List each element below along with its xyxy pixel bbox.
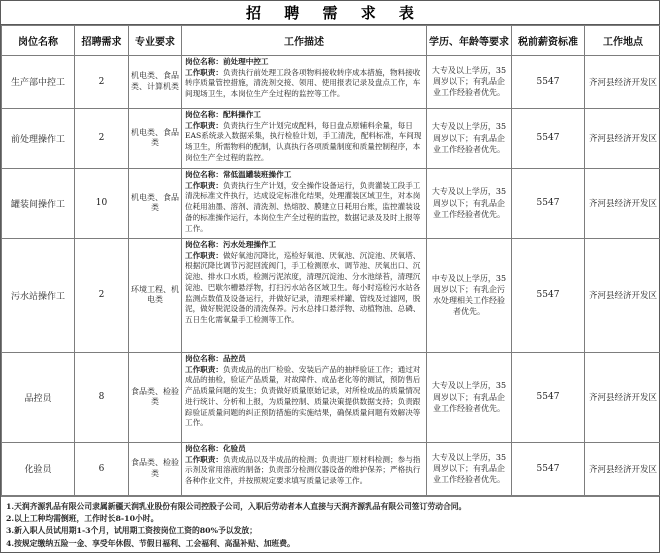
job-title-label: 岗位名称： [185, 443, 223, 453]
job-description-cell [182, 352, 427, 442]
position-cell [2, 55, 75, 108]
duty-line [185, 365, 423, 430]
position-cell [2, 238, 75, 352]
job-description-cell [182, 238, 427, 352]
duty-label: 工作职责： [185, 454, 223, 464]
duty-text: 负责执行前处理工段各项物料接收转序成本措施，物料接收转序质量管控措施，清洗剂交接、领用、使用报表记录及盘点工作，车间现场卫生，本岗位生产全过程的监控等工作。 [185, 67, 421, 99]
position-text: 生产部中控工 [10, 78, 65, 89]
footer-note-line: 2.以上工种均需倒班，工作时长8-10小时。 [6, 514, 159, 524]
headcount-cell [75, 108, 129, 168]
duty-text: 负责执行生产计划，安全操作设备运行，负责灌装工段手工清洗标准文件执行，达成设定标准化结果，处理灌装区域卫生，对本岗位耗用油墨、溶剂、清洗剂、热熔胶、膜建立日耗用台账，监控灌装设备的标准操作运行，本岗位生产全过程的监控，数据记录及及时上报等工作。 [185, 180, 421, 233]
headcount-text: 10 [95, 198, 108, 209]
salary-cell [512, 168, 585, 238]
footer-notes [1, 496, 659, 552]
location-cell [585, 55, 660, 108]
job-description-cell [182, 442, 427, 495]
job-title-label: 岗位名称： [185, 239, 223, 249]
duty-line [185, 68, 423, 100]
position-text: 化验员 [24, 465, 52, 476]
major-text: 机电类、食品类 [131, 127, 179, 148]
major-text: 食品类、检验类 [131, 386, 179, 407]
requirement-text: 大专及以上学历，35周岁以下；有乳品企业工作经验者优先。 [431, 452, 507, 485]
duty-text: 负责成品的出厂检验、安装后产品的抽样验证工作；通过对成品的抽检，验证产品质量，对故障件、成品老化等的测试，预防售后产品质量问题的发生；负责做好质量原始记录，对所检成品的质量情况进行统计、分析和上报，为质量控制、质量决策提供数据支持；负责跟踪验证质量问题的纠正预防措施的实施结果，确保质量问题有效解决等工作。 [185, 364, 421, 428]
headcount-cell [75, 55, 129, 108]
duty-label: 工作职责： [185, 364, 223, 374]
header-salary: 税前薪资标准 [512, 25, 585, 55]
location-cell [585, 168, 660, 238]
headcount-text: 8 [98, 392, 105, 403]
position-cell [2, 352, 75, 442]
major-text: 环境工程、机电类 [131, 284, 179, 305]
header-row [2, 25, 660, 55]
duty-line [185, 251, 423, 326]
job-title-text: 污水处理操作工 [222, 239, 277, 249]
salary-cell [512, 108, 585, 168]
salary-cell [512, 238, 585, 352]
location-text: 齐河县经济开发区 [588, 199, 657, 210]
duty-line [185, 121, 423, 164]
salary-cell [512, 352, 585, 442]
major-cell [129, 442, 182, 495]
major-cell [129, 168, 182, 238]
job-title-label: 岗位名称： [185, 169, 223, 179]
major-cell [129, 55, 182, 108]
job-title-line [185, 170, 423, 181]
headcount-cell [75, 238, 129, 352]
footer-note-line: 4.按规定缴纳五险一金、享受年休假、节假日福利、工会福利、高温补贴、加班费。 [6, 538, 295, 548]
job-description-cell [182, 108, 427, 168]
position-cell [2, 108, 75, 168]
location-cell [585, 352, 660, 442]
job-title-text: 化验员 [222, 443, 246, 453]
requirement-text: 大专及以上学历，35周岁以下；有乳品企业工作经验者优先。 [431, 65, 507, 98]
requirement-text: 大专及以上学历，35周岁以下；有乳品企业工作经验者优先。 [431, 187, 507, 219]
location-text: 齐河县经济开发区 [588, 291, 657, 302]
salary-text: 5547 [536, 76, 560, 87]
table-row [2, 442, 660, 495]
headcount-cell [75, 442, 129, 495]
header-headcount: 招聘需求 [75, 25, 129, 55]
location-text: 齐河县经济开发区 [588, 464, 657, 475]
location-text: 齐河县经济开发区 [588, 134, 657, 145]
position-cell [2, 442, 75, 495]
job-title-line [185, 354, 423, 365]
table-row [2, 352, 660, 442]
duty-label: 工作职责： [185, 120, 223, 130]
job-title-text: 常低温罐装班操作工 [222, 169, 292, 179]
location-cell [585, 238, 660, 352]
headcount-text: 2 [98, 290, 105, 301]
headcount-cell [75, 168, 129, 238]
location-cell [585, 108, 660, 168]
requirement-cell [427, 108, 512, 168]
header-major: 专业要求 [129, 25, 182, 55]
salary-text: 5547 [536, 463, 560, 474]
job-title-label: 岗位名称： [185, 109, 223, 119]
salary-cell [512, 55, 585, 108]
location-cell [585, 442, 660, 495]
job-title-text: 品控员 [222, 353, 246, 363]
header-location: 工作地点 [585, 25, 660, 55]
duty-label: 工作职责： [185, 180, 223, 190]
footer-note-line: 3.新入职人员试用期1-3个月，试用期工资按岗位工资的80%予以发放； [6, 526, 257, 536]
position-cell [2, 168, 75, 238]
table-row [2, 168, 660, 238]
requirement-cell [427, 442, 512, 495]
position-text: 品控员 [24, 393, 52, 404]
table-row [2, 108, 660, 168]
job-title-line [185, 110, 423, 121]
headcount-text: 6 [98, 463, 105, 474]
major-cell [129, 352, 182, 442]
job-title-text: 前处理中控工 [222, 56, 269, 66]
position-text: 污水站操作工 [10, 291, 65, 302]
requirement-cell [427, 168, 512, 238]
duty-text: 做好氧池沉降比，巡检好氧池、厌氧池、沉淀池、厌氧塔、根据沉降比调节污泥回流阀门，手工检测原水、调节池、厌氧出口、沉淀池、排水口水质，检测污泥浓度，清理沉淀池、分水池绿苔，清理沉淀池、巴歇尔槽悬浮物，打扫污水站各区域卫生。每小时巡检污水站各监测点数值及设备运行，并做好记录，清理采样罐、管线及过滤网，脱泥，做好脱泥设备的清洗保养。污水总排口悬浮物、动植物油、总磷、五日生化需氧量手工检测等工作。 [185, 250, 421, 325]
requirement-cell [427, 238, 512, 352]
headcount-text: 2 [98, 133, 105, 144]
header-position: 岗位名称 [2, 25, 75, 55]
position-text: 罐装间操作工 [10, 199, 65, 210]
job-description-cell [182, 168, 427, 238]
duty-label: 工作职责： [185, 67, 223, 77]
job-title-label: 岗位名称： [185, 56, 223, 66]
footer-note-line: 1.天润齐源乳品有限公司隶属新疆天润乳业股份有限公司控股子公司，入职后劳动者本人直接与天润齐源乳品有限公司签订劳动合同。 [6, 501, 467, 511]
requirement-text: 大专及以上学历，35周岁以下；有乳品企业工作经验者优先。 [431, 381, 507, 413]
job-title-text: 配料操作工 [222, 109, 261, 119]
job-title-line [185, 240, 423, 251]
page-title: 招 聘 需 求 表 [1, 1, 659, 25]
salary-text: 5547 [536, 290, 560, 301]
job-title-line [185, 57, 423, 68]
requirement-cell [427, 352, 512, 442]
recruitment-table [1, 25, 660, 496]
duty-label: 工作职责： [185, 250, 223, 260]
major-text: 食品类、检验类 [131, 458, 179, 478]
headcount-text: 2 [98, 76, 105, 87]
position-text: 前处理操作工 [10, 134, 65, 145]
job-description-cell [182, 55, 427, 108]
salary-cell [512, 442, 585, 495]
requirement-text: 中专及以上学历，35周岁以下；有乳企污水处理相关工作经验者优先。 [431, 273, 507, 317]
major-text: 机电类、食品类、计算机类 [131, 71, 179, 91]
salary-text: 5547 [536, 133, 560, 144]
header-description: 工作描述 [182, 25, 427, 55]
location-text: 齐河县经济开发区 [588, 77, 657, 88]
duty-line [185, 455, 423, 487]
header-requirement: 学历、年龄等要求 [427, 25, 512, 55]
salary-text: 5547 [536, 392, 560, 403]
duty-line [185, 181, 423, 235]
table-row [2, 238, 660, 352]
headcount-cell [75, 352, 129, 442]
job-title-label: 岗位名称： [185, 353, 223, 363]
job-title-line [185, 444, 423, 455]
major-cell [129, 238, 182, 352]
salary-text: 5547 [536, 198, 560, 209]
duty-text: 负责执行生产计划完成配料，每日盘点原辅料余量，每日EAS系统录入数据采集，执行检验计划，手工清洗，配料标准，车间现场卫生，所需物料的配制，认真执行各项质量制度和质量控制程序，本岗位生产全过程的监控。 [185, 120, 422, 162]
requirement-text: 大专及以上学历，35周岁以下；有乳品企业工作经验者优先。 [431, 122, 507, 154]
location-text: 齐河县经济开发区 [588, 393, 657, 404]
major-cell [129, 108, 182, 168]
table-row [2, 55, 660, 108]
duty-text: 负责成品以及半成品的检测；负责进厂原材料检测；参与指示剂及常用溶液的制备；负责部分检测仪器设备的维护保养；严格执行各种作业文件，并按照规定要求填写质量记录等工作。 [185, 454, 421, 486]
major-text: 机电类、食品类 [131, 192, 179, 213]
requirement-cell [427, 55, 512, 108]
